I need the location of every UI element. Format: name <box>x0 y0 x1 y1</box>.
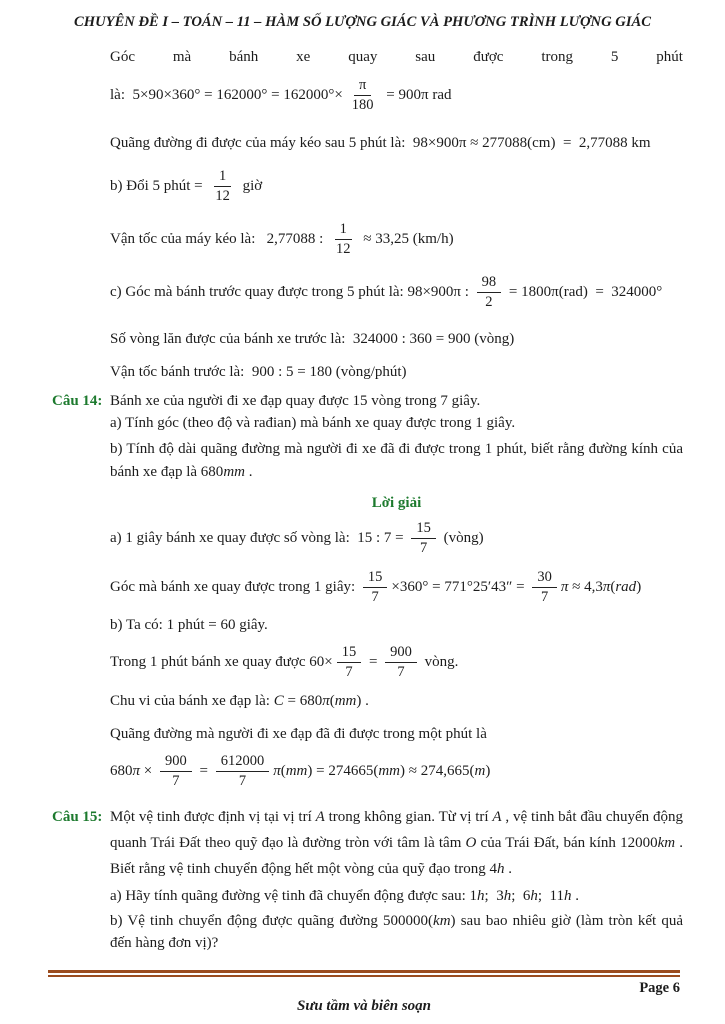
sol14b-circumference <box>110 691 683 711</box>
fraction: $\frac{1}{12}$ <box>336 220 351 257</box>
text-run: C <box>273 693 284 709</box>
text-run: (vòng) <box>439 530 484 546</box>
text-run: , vệ tinh bắt đầu chuyển động quanh Trái Đất theo quỹ đạo là đường tròn với tâm là tâm <box>110 809 683 851</box>
text-run: mm <box>334 693 357 709</box>
text-run: ×360° = 771°25′43″ = <box>391 579 529 595</box>
fraction: $\frac{1}{12}$ <box>215 167 230 204</box>
text-run: π <box>132 763 141 779</box>
text-run: A <box>315 809 325 825</box>
word: trong <box>541 49 573 65</box>
text-run: Chu vi của bánh xe đạp là: <box>110 693 274 709</box>
text-run: A <box>492 809 502 825</box>
text-run: Quãng đường mà người đi xe đạp đã đi được trong một phút là <box>110 726 487 742</box>
text-run: mm <box>285 763 308 779</box>
text-run: Số vòng lăn được của bánh xe trước là: 324000 : 360 = 900 (vòng) <box>110 331 515 347</box>
eq-angle-deg-to-rad <box>110 75 683 115</box>
word: bánh <box>229 49 259 65</box>
text-run: h <box>530 888 538 904</box>
word: 5 <box>610 49 619 65</box>
text-run: ( <box>280 763 286 779</box>
fraction: $\frac{30}{7}$ <box>532 569 557 606</box>
text-run: b) Đổi 5 phút = <box>110 178 207 194</box>
text-run: h <box>564 888 572 904</box>
text-run: = 680 <box>283 693 323 709</box>
text-run: là: 5×90×360° = 162000° = 162000°× <box>110 87 343 103</box>
fraction: $\frac{98}{2}$ <box>477 274 502 311</box>
text-run: trong không gian. Từ vị trí <box>324 809 493 825</box>
fraction: $\frac{900}{7}$ <box>385 644 417 681</box>
page-title: CHUYÊN ĐỀ I – TOÁN – 11 – HÀM SỐ LƯỢNG GIÁC VÀ PHƯƠNG TRÌNH LƯỢNG GIÁC <box>74 14 651 30</box>
text-run: = 1800π(rad) = 324000° <box>505 284 663 300</box>
document-body <box>0 32 725 964</box>
solution-heading <box>110 493 683 513</box>
fraction: $\frac{15}{7}$ <box>363 569 388 606</box>
page-number: Page 6 <box>639 980 680 996</box>
word: Góc <box>110 49 135 65</box>
text-run: ) sau bao nhiêu giờ (làm tròn kết quả đến hàng đơn vị)? <box>110 913 683 951</box>
word: phút <box>656 49 683 65</box>
footer-rule <box>48 970 680 977</box>
question-15 <box>52 804 684 882</box>
text-run: m <box>474 763 486 779</box>
text-run: của Trái Đất, bán kính 12000 <box>476 835 658 851</box>
text-run: rad <box>615 579 637 595</box>
word: sau <box>415 49 436 65</box>
sol14b-revolutions-per-minute <box>110 642 683 682</box>
fraction: $\frac{900}{7}$ <box>160 753 192 790</box>
sol14a-angle <box>110 567 683 607</box>
text-run: . <box>571 888 580 904</box>
text-run: b) Ta có: 1 phút = 60 giây. <box>110 617 268 633</box>
text-run: ) ≈ 274,665( <box>400 763 475 779</box>
question-14-label: Câu 14: <box>52 393 103 409</box>
line-tractor-speed <box>110 219 683 259</box>
text-run: ≈ 4,3 <box>568 579 603 595</box>
text-run: . <box>504 861 513 877</box>
text-run: Trong 1 phút bánh xe quay được 60× <box>110 654 333 670</box>
text-run: mm <box>223 464 245 480</box>
question-14 <box>52 391 683 411</box>
text-run: ) <box>636 579 642 595</box>
text-run: Quãng đường đi được của máy kéo sau 5 phút là: 98×900π ≈ 277088(cm) = 2,77088 km <box>110 135 651 151</box>
text-run: 680 <box>110 763 133 779</box>
text-run: Vận tốc của máy kéo là: 2,77088 : <box>110 231 328 247</box>
text-run: a) 1 giây bánh xe quay được số vòng là: 15 : 7 = <box>110 530 408 546</box>
text-run: ) = 274665( <box>307 763 379 779</box>
question-14-a <box>110 413 683 433</box>
line-convert-minutes <box>110 166 683 206</box>
text-run: π <box>273 763 281 779</box>
sol14b-distance-intro <box>110 724 683 744</box>
text-run: ; 6 <box>511 888 531 904</box>
text-run: Vận tốc bánh trước là: 900 : 5 = 180 (vòng/phút) <box>110 364 407 380</box>
page-footer <box>0 964 725 1024</box>
text-run: = <box>365 654 382 670</box>
question-14-b <box>110 438 683 484</box>
text-run: a) Hãy tính quãng đường vệ tinh đã chuyển động được sau: 1 <box>110 888 478 904</box>
fraction: $\frac{\pi}{180}$ <box>351 76 374 113</box>
text-run: = <box>195 763 212 779</box>
text-run: ) . <box>356 693 369 709</box>
text-run: km <box>657 835 676 851</box>
line-front-wheel-speed <box>110 362 683 382</box>
line-front-wheel-revolutions <box>110 329 683 349</box>
text-run: π <box>560 579 569 595</box>
text-run: Góc mà bánh xe quay được trong 1 giây: <box>110 579 359 595</box>
word: xe <box>296 49 311 65</box>
text-run: . <box>244 464 253 480</box>
question-15-b <box>110 910 683 954</box>
text-run: π <box>322 693 330 709</box>
text-run: ) <box>485 763 491 779</box>
line-front-wheel-angle <box>110 272 683 312</box>
text-run: h <box>503 888 512 904</box>
text-run: Một vệ tinh được định vị tại vị trí <box>110 809 316 825</box>
word: mà <box>172 49 192 65</box>
fraction: $\frac{612000}{7}$ <box>216 753 270 790</box>
text-run: b) Tính độ dài quãng đường mà người đi xe đã đi được trong 1 phút, biết rằng đường kính của bánh xe đạp là 680 <box>110 441 683 480</box>
sol14b-minute <box>110 615 683 635</box>
text-run: × <box>140 763 156 779</box>
fraction: $\frac{15}{7}$ <box>337 644 362 681</box>
text-run: . Biết rằng vệ tinh chuyển động hết một vòng của quỹ đạo trong 4 <box>110 835 684 877</box>
text-run: ( <box>329 693 335 709</box>
footer-credit: Sưu tầm và biên soạn <box>296 998 431 1014</box>
text-run: giờ <box>238 178 263 194</box>
text-run: Bánh xe của người đi xe đạp quay được 15 vòng trong 7 giây. <box>110 393 481 409</box>
text-run: ≈ 33,25 (km/h) <box>359 231 454 247</box>
text-run: ; 11 <box>537 888 565 904</box>
text-run: O <box>465 835 477 851</box>
line-wheel-angle-justified <box>110 47 683 67</box>
text-run: ( <box>610 579 616 595</box>
sol14b-distance-eq <box>110 751 683 791</box>
question-15-a <box>110 886 683 906</box>
word: quay <box>348 49 378 65</box>
text-run: b) Vệ tinh chuyển động được quãng đường 500000( <box>110 913 434 929</box>
sol14a-revolutions <box>110 518 683 558</box>
text-run: vòng. <box>420 654 459 670</box>
text-run: = 900π rad <box>382 87 452 103</box>
question-15-label: Câu 15: <box>52 809 103 825</box>
text-run: Lời giải <box>371 495 422 511</box>
text-run: π <box>602 579 611 595</box>
text-run: c) Góc mà bánh trước quay được trong 5 phút là: 98×900π : <box>110 284 473 300</box>
text-run: a) Tính góc (theo độ và rađian) mà bánh xe quay được trong 1 giây. <box>110 415 516 431</box>
text-run: h <box>497 861 505 877</box>
text-run: h <box>477 888 485 904</box>
text-run: km <box>433 913 451 929</box>
fraction: $\frac{15}{7}$ <box>411 520 436 557</box>
text-run: ; 3 <box>484 888 504 904</box>
word: được <box>473 49 504 65</box>
line-tractor-distance <box>110 133 683 153</box>
text-run: mm <box>378 763 401 779</box>
